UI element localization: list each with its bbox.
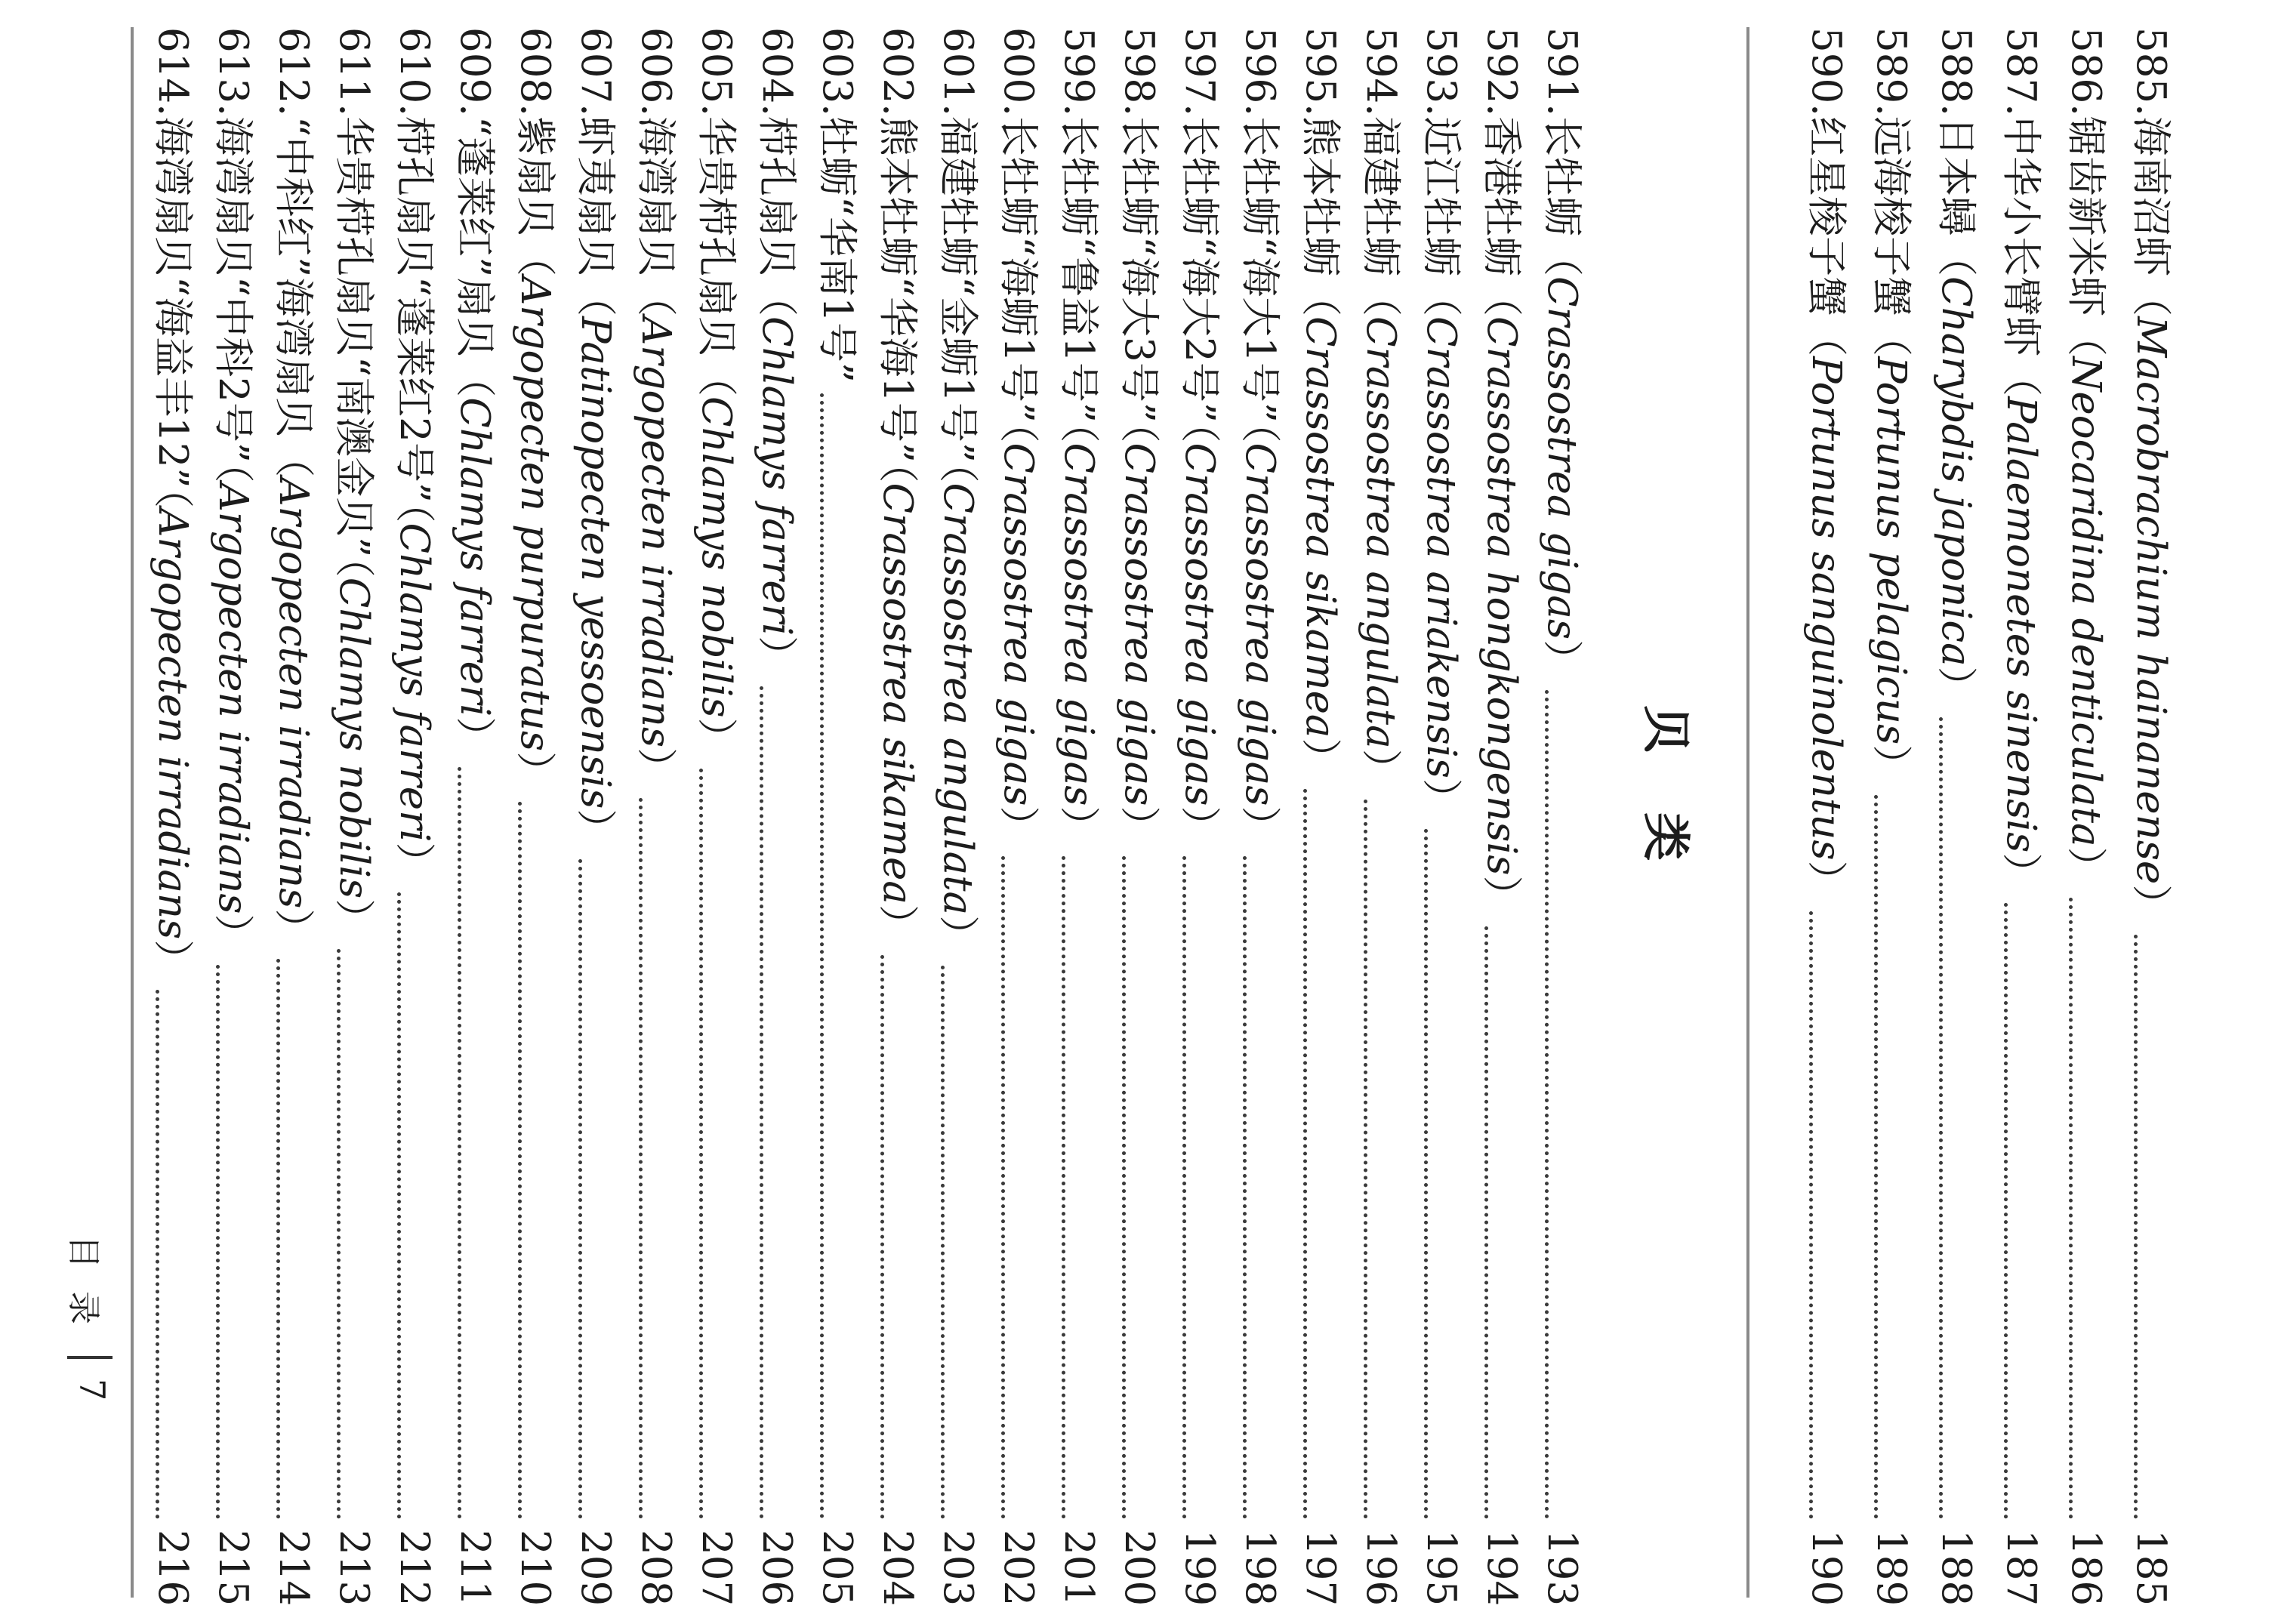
entry-number: 592. [1478,26,1524,116]
entry-number: 611. [330,26,377,116]
entry-chinese-name: 香港牡蛎 [1478,116,1524,276]
dot-leader [1243,856,1306,1519]
entry-title [203,27,262,954]
entry-page-number: 199 [1176,1529,1222,1606]
entry-title [1861,27,1920,784]
entry-scientific-name: Crassostrea gigas [1538,276,1585,639]
close-paren: ） [632,747,679,787]
entry-page-number: 185 [2127,1529,2174,1606]
open-paren: （ [330,556,377,578]
entry-page-number: 210 [511,1529,558,1606]
dot-leader [518,802,581,1519]
entry-page-number: 201 [1055,1529,1102,1606]
close-paren: ） [149,938,196,979]
dot-leader [1939,717,2002,1519]
entry-chinese-name: 长牡蛎“海大1号” [1236,116,1283,423]
entry-page-number: 203 [934,1529,981,1606]
entry-chinese-name: 栉孔扇贝“蓬莱红2号” [390,116,437,503]
close-paren: ） [1867,744,1914,784]
dot-leader [1874,795,1937,1519]
open-paren: （ [1357,276,1404,316]
open-paren: （ [209,462,256,482]
entry-number: 613. [209,26,256,116]
close-paren: ） [1997,852,2044,892]
entry-number: 609. [451,26,498,116]
entry-chinese-name: 熊本牡蛎 [1296,116,1343,276]
entry-title [1532,27,1591,679]
entry-scientific-name: Crassostrea sikamea [874,482,920,904]
entry-number: 587. [1997,26,2044,116]
entry-page-number: 208 [632,1529,679,1606]
entry-chinese-name: 栉孔扇贝 [753,116,800,276]
open-paren: （ [632,276,679,316]
entry-page-number: 190 [1802,1529,1849,1606]
entry-chinese-name: 日本蟳 [1932,116,1979,236]
entry-number: 614. [149,26,196,116]
section-heading: 贝类 [1636,704,1694,920]
dot-leader [760,686,822,1519]
dot-leader [1001,856,1064,1519]
entry-title [626,27,685,787]
entry-number: 608. [511,26,558,116]
entry-chinese-name: 长牡蛎“鲁益1号” [1055,116,1102,423]
entry-page-number: 216 [149,1529,196,1606]
open-paren: （ [753,276,800,316]
entry-number: 602. [874,26,920,116]
entry-title [1411,27,1470,818]
dot-leader [1545,690,1608,1519]
entry-number: 589. [1867,26,1914,116]
entry-number: 593. [1417,26,1464,116]
close-paren: ） [1236,805,1283,846]
entry-scientific-name: Argopecten irradians [209,482,256,914]
entry-chinese-name: 长牡蛎“海蛎1号” [994,116,1041,423]
open-paren: （ [2127,276,2174,316]
toc-entry [143,26,202,1606]
dot-leader [397,892,460,1519]
dot-leader [1062,856,1124,1519]
entry-chinese-name: 长牡蛎“海大2号” [1176,116,1222,423]
entry-number: 612. [270,26,316,116]
close-paren: ） [1115,805,1162,846]
entry-title [566,27,624,849]
dot-leader [941,966,1003,1519]
close-paren: ） [451,716,498,757]
entry-page-number: 188 [1932,1529,1979,1606]
open-paren: （ [572,276,618,316]
entry-title [928,27,987,955]
entry-chinese-name: 锯齿新米虾 [2062,116,2109,316]
entry-chinese-name: 海南沼虾 [2127,116,2174,276]
open-paren: （ [2062,316,2109,356]
entry-page-number: 215 [209,1529,256,1606]
entry-number: 585. [2127,26,2174,116]
entry-number: 595. [1296,26,1343,116]
dot-leader [639,798,701,1519]
entry-page-number: 197 [1296,1529,1343,1606]
entry-page-number: 186 [2062,1529,2109,1606]
entry-chinese-name: 福建牡蛎 [1357,116,1404,276]
dot-leader [216,965,279,1519]
entry-chinese-name: “蓬莱红”扇贝 [451,116,498,357]
close-paren: ） [1932,666,1979,707]
close-paren: ） [692,717,739,758]
entry-title [143,27,202,979]
entry-chinese-name: 海湾扇贝“中科2号” [209,116,256,463]
entry-page-number: 209 [572,1529,618,1606]
open-paren: （ [1115,422,1162,442]
entry-chinese-name: 虾夷扇贝 [572,116,618,276]
entry-chinese-name: 福建牡蛎“金蛎1号” [934,116,981,463]
entry-scientific-name: Crassostrea gigas [1236,442,1283,806]
open-paren: （ [1176,422,1222,442]
entry-chinese-name: 紫扇贝 [511,116,558,236]
entry-title [445,27,504,757]
entry-scientific-name: Portunus sanguinolentus [1802,356,1849,861]
open-paren: （ [1296,276,1343,316]
open-paren: （ [1867,316,1914,356]
entry-scientific-name: Chlamys nobilis [692,396,739,718]
open-paren: （ [1236,422,1283,442]
open-paren: （ [1997,356,2044,396]
entry-scientific-name: Crassostrea gigas [994,442,1041,806]
entry-number: 594. [1357,26,1404,116]
close-paren: ） [1176,805,1222,846]
entry-number: 591. [1538,26,1585,116]
dot-leader [2069,898,2132,1519]
entry-page-number: 211 [451,1529,498,1606]
entry-scientific-name: Portunus pelagicus [1867,356,1914,744]
dot-leader [1364,800,1426,1519]
footer-section-label: 目录 [63,1234,103,1347]
entry-scientific-name: Argopecten irradians [270,476,316,908]
entry-page-number: 207 [692,1529,739,1606]
entry-title [324,27,383,938]
entry-title [1049,27,1108,846]
dot-leader [1122,856,1185,1519]
entry-number: 586. [2062,26,2109,116]
entry-title [1926,27,1985,707]
toc-entry [1796,26,1855,1606]
entry-chinese-name: 近江牡蛎 [1417,116,1464,276]
entry-title [747,27,806,676]
dot-leader [1809,911,1872,1519]
open-paren: （ [994,422,1041,442]
entry-page-number: 202 [994,1529,1041,1606]
open-paren: （ [1932,236,1979,276]
entry-title [1796,27,1855,901]
entry-page-number: 212 [390,1529,437,1606]
close-paren: ） [511,750,558,791]
dot-leader [276,959,339,1519]
entry-title [505,27,564,791]
rotated-toc-page [43,26,2233,1606]
entry-title [1230,27,1289,846]
entry-title [1472,27,1531,916]
entry-page-number: 195 [1417,1529,1464,1606]
section-rule-top [1746,27,1749,1598]
entry-chinese-name: 海湾扇贝“海益丰12” [149,116,196,488]
entry-number: 598. [1115,26,1162,116]
entry-chinese-name: “中科红”海湾扇贝 [270,116,316,437]
entry-number: 606. [632,26,679,116]
entry-chinese-name: 牡蛎“华南1号” [813,116,860,383]
open-paren: （ [149,488,196,508]
entry-page-number: 187 [1997,1529,2044,1606]
entry-scientific-name: Crassostrea angulata [934,482,981,915]
entry-title [1109,27,1168,846]
dot-leader [1182,856,1245,1519]
entry-chinese-name: 华贵栉孔扇贝 [692,116,739,356]
entry-number: 601. [934,26,981,116]
entry-page-number: 200 [1115,1529,1162,1606]
close-paren: ） [994,805,1041,846]
section-rule-bottom [131,27,134,1598]
close-paren: ） [753,635,800,676]
close-paren: ） [270,908,316,948]
close-paren: ） [934,914,981,955]
entry-page-number: 198 [1236,1529,1283,1606]
footer-separator [67,1356,113,1359]
open-paren: （ [270,436,316,477]
entry-number: 610. [390,26,437,116]
entry-scientific-name: Chlamys farreri [451,396,498,716]
entry-number: 597. [1176,26,1222,116]
entry-scientific-name: Crassostrea angulata [1357,316,1404,749]
open-paren: （ [1538,236,1585,276]
entry-page-number: 205 [813,1529,860,1606]
footer-page-number: 7 [71,1378,113,1401]
entry-title [807,27,866,383]
dot-leader [880,955,943,1519]
entry-chinese-name: 中华小长臂虾 [1997,116,2044,356]
entry-chinese-name: 熊本牡蛎“华海1号” [874,116,920,463]
entry-page-number: 194 [1478,1529,1524,1606]
entry-scientific-name: Chlamys nobilis [330,577,377,898]
dot-leader [1424,829,1487,1519]
entry-scientific-name: Crassostrea gigas [1176,442,1222,806]
close-paren: ） [209,914,256,954]
entry-number: 605. [692,26,739,116]
entry-chinese-name: 长牡蛎 [1538,116,1585,236]
open-paren: （ [934,462,981,482]
entry-title [1170,27,1228,846]
entry-page-number: 214 [270,1529,316,1606]
close-paren: ） [572,808,618,849]
entry-scientific-name: Palaemonetes sinensis [1997,396,2044,852]
entry-scientific-name: Patinopecten yessoensis [572,316,618,809]
open-paren: （ [1055,422,1102,442]
entry-scientific-name: Charybdis japonica [1932,276,1979,667]
entry-scientific-name: Crassostrea gigas [1115,442,1162,806]
entry-number: 590. [1802,26,1849,116]
entry-page-number: 193 [1538,1529,1585,1606]
entry-scientific-name: Neocaridina denticulata [2062,356,2109,847]
entry-scientific-name: Crassostrea ariakensis [1417,316,1464,778]
entry-scientific-name: Chlamys farreri [390,522,437,842]
entry-scientific-name: Argopecten purpuratus [511,276,558,751]
open-paren: （ [874,462,920,482]
dot-leader [2134,935,2196,1519]
close-paren: ） [390,841,437,882]
dot-leader [578,859,641,1519]
entry-number: 603. [813,26,860,116]
entry-number: 599. [1055,26,1102,116]
entry-page-number: 189 [1867,1529,1914,1606]
dot-leader [1303,789,1366,1519]
entry-page-number: 204 [874,1529,920,1606]
open-paren: （ [692,356,739,396]
open-paren: （ [1417,276,1464,316]
entry-scientific-name: Macrobrachium hainanense [2127,316,2174,884]
entry-title [2121,27,2180,924]
dot-leader [156,990,218,1519]
entry-chinese-name: 红星梭子蟹 [1802,116,1849,316]
entry-title [1351,27,1410,789]
entry-number: 588. [1932,26,1979,116]
close-paren: ） [1478,875,1524,915]
entry-number: 607. [572,26,618,116]
entry-scientific-name: Argopecten irradians [632,316,679,747]
dot-leader [458,767,520,1519]
entry-title [264,27,322,948]
open-paren: （ [390,502,437,522]
open-paren: （ [511,236,558,276]
entry-chinese-name: 海湾扇贝 [632,116,679,276]
close-paren: ） [1417,778,1464,818]
entry-page-number: 213 [330,1529,377,1606]
close-paren: ） [330,898,377,938]
entry-scientific-name: Crassostrea sikamea [1296,316,1343,738]
entry-chinese-name: 华贵栉孔扇贝“南澳金贝” [330,116,377,557]
entry-scientific-name: Crassostrea gigas [1055,442,1102,806]
entry-chinese-name: 远海梭子蟹 [1867,116,1914,316]
close-paren: ） [1296,738,1343,778]
entry-page-number: 196 [1357,1529,1404,1606]
entry-title [384,27,443,882]
dot-leader [820,393,883,1519]
close-paren: ） [1538,639,1585,679]
open-paren: （ [451,356,498,397]
entry-number: 600. [994,26,1041,116]
open-paren: （ [1802,316,1849,356]
open-paren: （ [1478,276,1524,316]
entry-scientific-name: Chlamys farreri [753,316,800,636]
entry-title [1290,27,1349,778]
entry-title [2056,27,2115,887]
entry-scientific-name: Crassostrea hongkongensis [1478,316,1524,875]
entry-scientific-name: Argopecten irradians [149,507,196,939]
dot-leader [337,949,399,1519]
dot-leader [699,769,762,1519]
entry-chinese-name: 长牡蛎“海大3号” [1115,116,1162,423]
close-paren: ） [1357,748,1404,789]
close-paren: ） [874,904,920,945]
close-paren: ） [1055,805,1102,846]
entry-number: 604. [753,26,800,116]
entry-number: 596. [1236,26,1283,116]
close-paren: ） [1802,860,1849,901]
close-paren: ） [2062,846,2109,887]
dot-leader [1484,926,1547,1519]
close-paren: ） [2127,883,2174,924]
entry-title [686,27,745,758]
dot-leader [2004,903,2067,1519]
entry-title [988,27,1047,846]
entry-page-number: 206 [753,1529,800,1606]
